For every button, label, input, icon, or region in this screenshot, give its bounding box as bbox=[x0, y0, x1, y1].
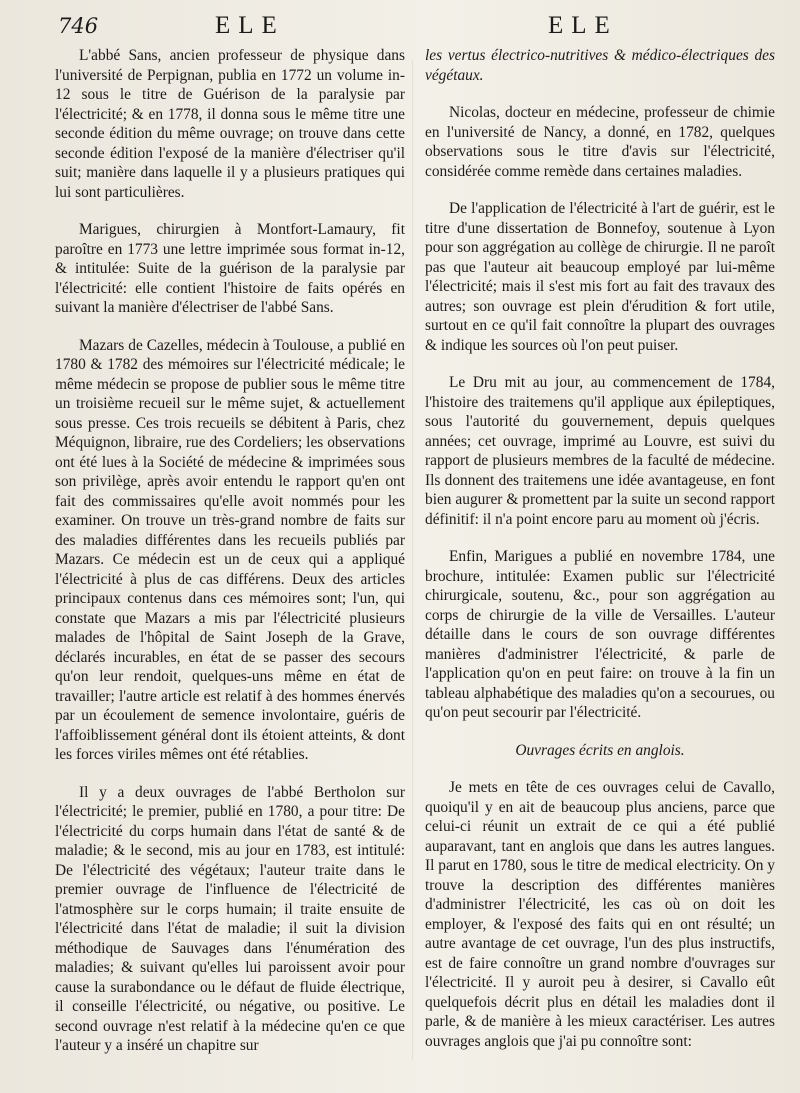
paragraph-nicolas: Nicolas, docteur en médecine, professeur de chimie en l'université de Nancy, a donné, en 1782, quelques observations sous le titre d'avis sur l'électricité, considérée comme remède dans certaines maladies. bbox=[425, 104, 775, 180]
paragraph-le-dru: Le Dru mit au jour, au commencement de 1784, l'histoire des traitemens qu'il applique aux épileptiques, sous l'autorité du gouvernement, depuis quelques années; cet ouvrage, imprimé au Louvre, est suivi du rapport de plusieurs membres de la faculté de médecine. Ils donnent des traitemens une idée avantageuse, en font bien augurer & promettent par la suite un second rapport définitif: il n'a point encore paru au moment où j'écris. bbox=[425, 374, 775, 528]
running-head-left: ELE bbox=[215, 12, 285, 39]
paragraph-sans: L'abbé Sans, ancien professeur de physique dans l'université de Perpignan, publia en 1772 un volume in-12 sous le titre de Guérison de la paralysie par l'électricité; & en 1778, il donna sous le même titre une seconde édition du même ouvrage; on trouve dans cette seconde édition l'exposé de la manière d'électriser qu'il suit; manière dans laquelle il y a plusieurs pratiques qui lui sont particulières. bbox=[55, 47, 405, 201]
paragraph-cavallo: Je mets en tête de ces ouvrages celui de Cavallo, quoiqu'il y en ait de beaucoup plus anciens, parce que celui-ci réunit un extrait de ce qui a été publié auparavant, tant en anglois que dans les autres langues. Il parut en 1780, sous le titre de medical electricity. On y trouve la description des différentes manières d'administrer l'électricité, les cas où on doit les employer, & l'exposé des faits qui en ont résulté; un autre avantage de cet ouvrage, l'un des plus instructifs, est de faire connoître un grand nombre d'ouvrages sur l'électricité. Il y auroit peu à desirer, si Cavallo eût quelquefois décrit plus en détail les maladies dont il parle, & de manière à les mieux caractériser. Les autres ouvrages anglois que j'ai pu connoître sont: bbox=[425, 779, 775, 1050]
left-column bbox=[55, 46, 405, 1074]
paragraph-marigues-1784: Enfin, Marigues a publié en novembre 1784, une brochure, intitulée: Examen public sur l'électricité chirurgicale, soutenu, &c., pour son aggrégation au corps de chirurgie de la ville de Versailles. L'auteur détaille dans le cours de son ouvrage différentes manières d'administrer l'électricité, & parle de l'application qu'on en peut faire: on trouve à la fin un tableau alphabétique des maladies qu'on a secourues, ou qu'on peut secourir par l'électricité. bbox=[425, 548, 775, 721]
column-divider bbox=[412, 60, 413, 1060]
paragraph-continuation: les vertus électrico-nutritives & médico-électriques des végétaux. bbox=[425, 47, 775, 84]
paragraph-mazars: Mazars de Cazelles, médecin à Toulouse, a publié en 1780 & 1782 des mémoires sur l'électricité médicale; le même médecin se propose de publier sous le même titre un troisième recueil sur le même sujet, & actuellement sous presse. Ces trois recueils se débitent à Paris, chez Méquignon, libraire, rue des Cordeliers; les observations ont été lues à la Société de médecine & imprimées sous son privilège, après avoir entendu le rapport qu'en ont fait des commissaires qu'elle avoit nommés pour les examiner. On trouve un très-grand nombre de faits sur des maladies différentes dans les recueils publiés par Mazars. Ce médecin est un de ceux qui a appliqué l'électricité à plus de cas différens. Deux des articles principaux contenus dans ces mémoires sont; l'un, qui constate que Mazars a mis par l'électricité plusieurs malades de l'hôpital de Saint Joseph de la Grave, déclarés incurables, en état de se passer des secours qu'on leur rendoit, quelques-uns même en état de travailler; l'autre article est relatif à des hommes énervés par un écoulement de semence involontaire, guéris de l'affoiblissement général dont ils étoient atteints, & dont les forces viriles mêmes ont été rétablies. bbox=[55, 336, 405, 763]
page-header bbox=[0, 12, 800, 44]
section-heading: Ouvrages écrits en anglois. bbox=[515, 741, 685, 759]
paragraph-bonnefoy: De l'application de l'électricité à l'art de guérir, est le titre d'une dissertation de Bonnefoy, soutenue à Lyon pour son aggrégation au collège de chirurgie. Il ne paroît pas que l'auteur ait beaucoup employé par lui-même l'électricité; mais il s'est mis fort au fait des travaux des autres; son ouvrage est plein d'érudition & fort utile, surtout en ce qu'il fait connoître la plupart des ouvrages & indique les sources où l'on peut puiser. bbox=[425, 200, 775, 354]
paragraph-bertholon: Il y a deux ouvrages de l'abbé Bertholon sur l'électricité; le premier, publié en 1780, a pour titre: De l'électricité du corps humain dans l'état de santé & de maladie; & le second, mis au jour en 1783, est intitulé: De l'électricité des végétaux; l'auteur traite dans le premier ouvrage de l'influence de l'électricité de l'atmosphère sur le corps humain; il traite ensuite de l'électricité dans l'état de maladie; il suit la division méthodique de Sauvages dans l'énumération des maladies; & suivant qu'elles lui paroissent avoir pour cause la surabondance ou le défaut de fluide électrique, il conseille l'électricité, ou négative, ou positive. Le second ouvrage n'est relatif à la médecine qu'en ce que l'auteur y a inséré un chapitre sur bbox=[55, 783, 405, 1054]
running-head-right: ELE bbox=[548, 12, 618, 39]
right-column bbox=[425, 46, 775, 1069]
paragraph-marigues: Marigues, chirurgien à Montfort-Lamaury, fit paroître en 1773 une lettre imprimée sous format in-12, & intitulée: Suite de la guérison de la paralysie par l'électricité: elle contient l'histoire de faits opérés en suivant la manière d'électriser de l'abbé Sans. bbox=[55, 221, 405, 316]
page-number: 746 bbox=[58, 14, 99, 38]
